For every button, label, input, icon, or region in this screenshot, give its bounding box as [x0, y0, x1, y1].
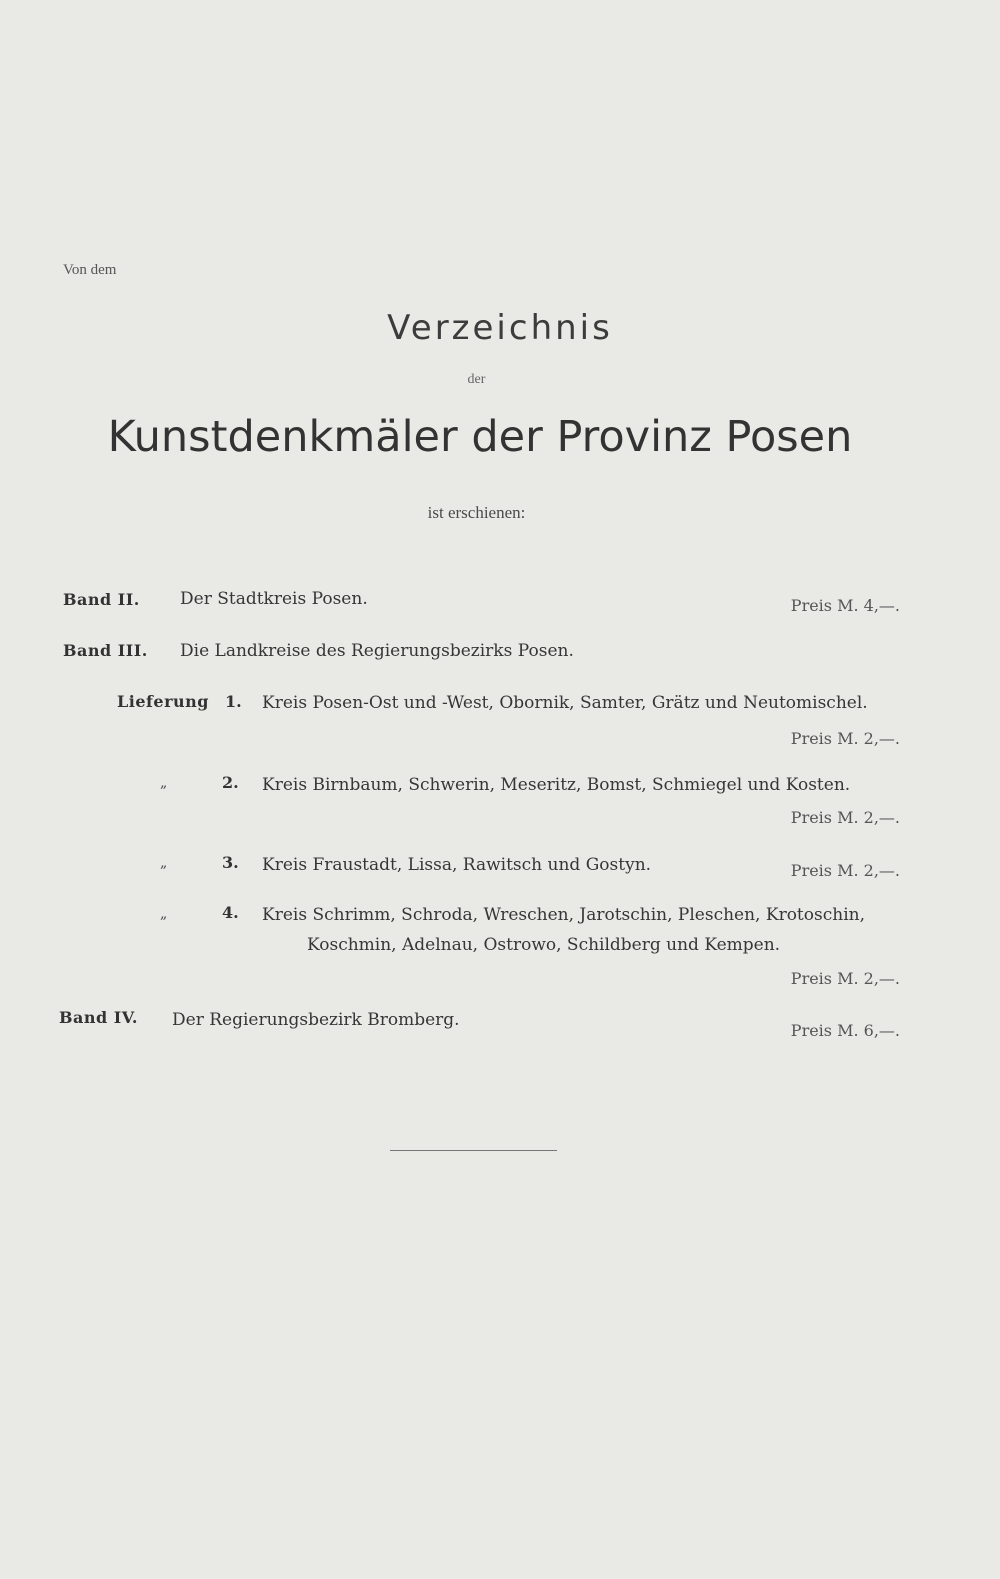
- band2-label: Band II.: [63, 590, 140, 609]
- lieferung-3-price: Preis M. 2,—.: [790, 861, 900, 880]
- lieferung-1-text: Kreis Posen-Ost und -West, Obornik, Samter, Grätz und Neutomischel.: [262, 693, 868, 713]
- lieferung-4-price: Preis M. 2,—.: [790, 969, 900, 988]
- lieferung-2-ditto: „: [160, 775, 168, 791]
- lieferung-4-number: 4.: [222, 903, 239, 922]
- lieferung-3-ditto: „: [160, 855, 168, 871]
- lieferung-3-text: Kreis Fraustadt, Lissa, Rawitsch und Gostyn.: [262, 855, 652, 875]
- title-der: der: [467, 372, 486, 387]
- closing-rule: [390, 1150, 557, 1151]
- band2-price: Preis M. 4,—.: [790, 596, 900, 615]
- band3-label: Band III.: [63, 641, 148, 660]
- band2-text: Der Stadtkreis Posen.: [180, 589, 368, 609]
- subtitle-erschienen: ist erschienen:: [427, 503, 526, 522]
- lieferung-2-price: Preis M. 2,—.: [790, 808, 900, 827]
- lieferung-4-text-line1: Kreis Schrimm, Schroda, Wreschen, Jarotschin, Pleschen, Krotoschin,: [262, 905, 865, 925]
- band3-text: Die Landkreise des Regierungsbezirks Posen.: [180, 641, 574, 661]
- lieferung-4-text-line2: Koschmin, Adelnau, Ostrowo, Schildberg und Kempen.: [307, 935, 781, 955]
- band4-text: Der Regierungsbezirk Bromberg.: [172, 1010, 460, 1030]
- lieferung-3-number: 3.: [222, 853, 239, 872]
- lieferung-4-ditto: „: [160, 906, 168, 922]
- title-verzeichnis: Verzeichnis: [387, 308, 613, 348]
- lieferung-2-text: Kreis Birnbaum, Schwerin, Meseritz, Bomst, Schmiegel und Kosten.: [262, 775, 851, 795]
- title-kunstdenkmaeler: Kunstdenkmäler der Provinz Posen: [107, 412, 853, 462]
- band4-price: Preis M. 6,—.: [790, 1021, 900, 1040]
- band4-label: Band IV.: [59, 1008, 138, 1027]
- lieferung-1-number: 1.: [225, 692, 242, 711]
- intro-text: Von dem: [63, 262, 117, 278]
- lieferung-1-price: Preis M. 2,—.: [790, 729, 900, 748]
- lieferung-1-prefix: Lieferung: [117, 692, 209, 711]
- lieferung-2-number: 2.: [222, 773, 239, 792]
